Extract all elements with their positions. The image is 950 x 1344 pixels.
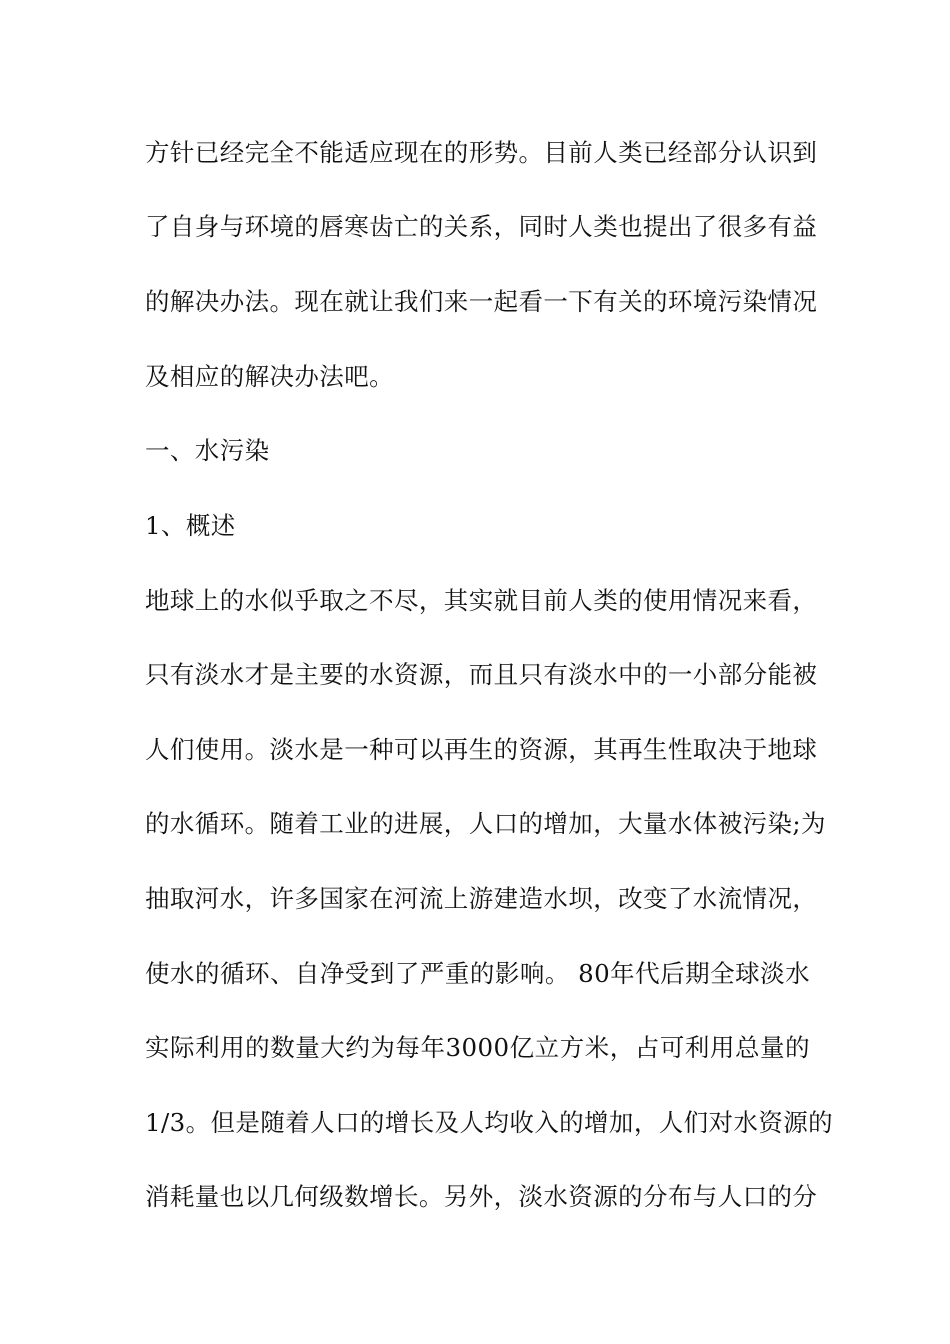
paragraph-line: 消耗量也以几何级数增长。另外，淡水资源的分布与人口的分 [145, 1182, 818, 1211]
paragraph-line: 地球上的水似乎取之不尽，其实就目前人类的使用情况来看， [145, 586, 818, 615]
paragraph-line: 人们使用。淡水是一种可以再生的资源，其再生性取决于地球 [145, 735, 818, 764]
paragraph-line: 的水循环。随着工业的进展，人口的增加，大量水体被污染;为 [145, 809, 826, 838]
paragraph-line: 的解决办法。现在就让我们来一起看一下有关的环境污染情况 [145, 287, 818, 316]
paragraph-line: 方针已经完全不能适应现在的形势。目前人类已经部分认识到 [145, 138, 818, 167]
paragraph-line: 1/3。但是随着人口的增长及人均收入的增加，人们对水资源的 [145, 1108, 834, 1137]
paragraph-line: 了自身与环境的唇寒齿亡的关系，同时人类也提出了很多有益 [145, 212, 818, 241]
section-heading: 一、水污染 [145, 436, 270, 465]
paragraph-line: 实际利用的数量大约为每年3000亿立方米，占可利用总量的 [145, 1033, 810, 1062]
paragraph-line: 只有淡水才是主要的水资源，而且只有淡水中的一小部分能被 [145, 660, 818, 689]
subsection-heading: 1、概述 [145, 511, 236, 540]
paragraph-line: 及相应的解决办法吧。 [145, 362, 394, 391]
paragraph-line: 抽取河水，许多国家在河流上游建造水坝，改变了水流情况， [145, 884, 818, 913]
paragraph-line: 使水的循环、自净受到了严重的影响。 80年代后期全球淡水 [145, 959, 810, 988]
